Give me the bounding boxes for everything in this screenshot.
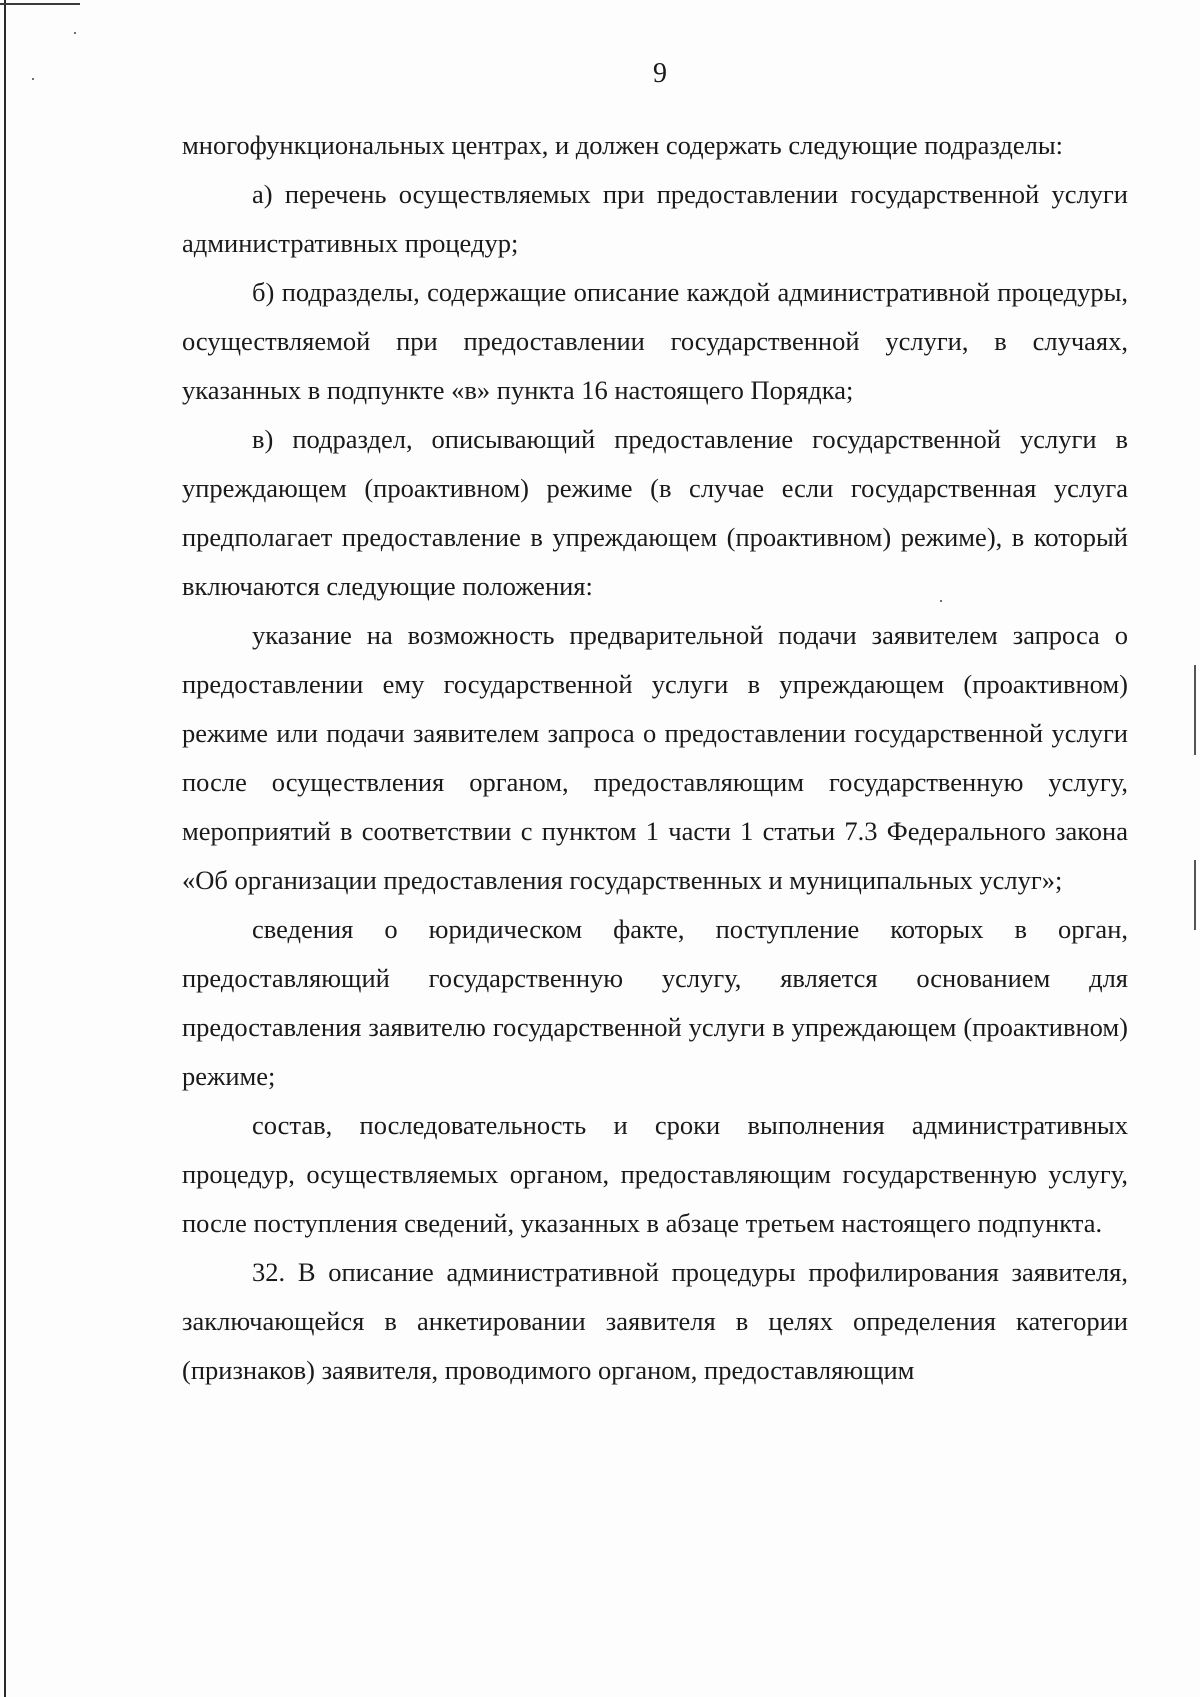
page-number: 9	[653, 58, 667, 89]
scan-right-edge-mark	[1194, 860, 1196, 930]
paragraph: б) подразделы, содержащие описание каждой административной процедуры, осуществляемой при предоставлении государственной услуги, в случаях, указанных в подпункте «в» пункта 16 настоящего Порядка;	[182, 277, 1128, 405]
paragraph: а) перечень осуществляемых при предоставлении государственной услуги административных процедур;	[182, 179, 1128, 258]
paragraph: состав, последовательность и сроки выполнения административных процедур, осуществляемых органом, предоставляющим государственную услугу, после поступления сведений, указанных в абзаце третьем настоящего подпункта.	[182, 1110, 1128, 1238]
paragraph: сведения о юридическом факте, поступление которых в орган, предоставляющий государственную услугу, является основанием для предоставления заявителю государственной услуги в упреждающем (проактивном) режиме;	[182, 914, 1128, 1091]
paragraph: в) подраздел, описывающий предоставление государственной услуги в упреждающем (проактивном) режиме (в случае если государственная услуга предполагает предоставление в упреждающем (проактивном) режиме), в который включаются следующие положения:	[182, 424, 1128, 601]
scan-speck	[74, 32, 76, 34]
scan-right-edge-mark	[1194, 665, 1196, 755]
scan-left-edge	[4, 0, 6, 1697]
paragraph: многофункциональных центрах, и должен содержать следующие подразделы:	[182, 130, 1064, 160]
paragraph: 32. В описание административной процедуры профилирования заявителя, заключающейся в анкетировании заявителя в целях определения категории (признаков) заявителя, проводимого органом, предоставляющим	[182, 1257, 1128, 1385]
paragraph: указание на возможность предварительной подачи заявителем запроса о предоставлении ему государственной услуги в упреждающем (проактивном) режиме или подачи заявителем запроса о предоставлении государственной услуги после осуществления органом, предоставляющим государственную услугу, мероприятий в соответствии с пунктом 1 части 1 статьи 7.3 Федерального закона «Об организации предоставления государственных и муниципальных услуг»;	[182, 620, 1128, 895]
scan-top-edge	[0, 3, 80, 5]
document-body	[182, 121, 1128, 1395]
